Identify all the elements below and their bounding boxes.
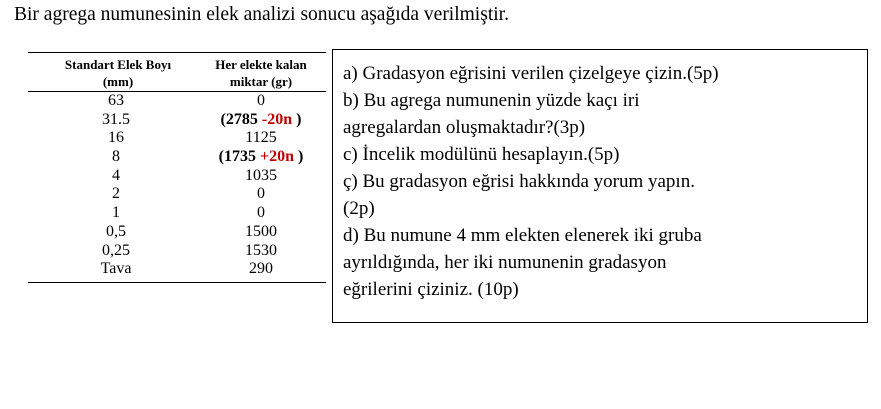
sieve-table: [28, 52, 326, 283]
amount-modifier: +20n: [259, 148, 294, 166]
question-a: a) Gradasyon eğrisini verilen çizelgeye çizin.(5p): [343, 63, 719, 84]
question-d-line1: d) Bu numune 4 mm elekten elenerek iki gruba: [343, 225, 702, 246]
table-row: [28, 92, 326, 111]
table-row: [28, 111, 326, 130]
table-body: [28, 92, 326, 279]
cell-size: 4: [112, 166, 120, 184]
question-d-line3: eğrilerini çiziniz. (10p): [343, 279, 519, 300]
table-bottom-rule: [28, 282, 326, 283]
table-row: [28, 148, 326, 167]
cell-size: 1: [112, 204, 120, 222]
cell-amount: [176, 148, 346, 167]
table-row: [28, 242, 326, 261]
header-retained-amount: [176, 56, 346, 90]
cell-size: 8: [112, 148, 120, 166]
question-b-line2: agregalardan oluşmaktadır?(3p): [343, 117, 586, 138]
question-c-cedilla-line2: (2p): [343, 198, 375, 219]
header-retained-line1: Her elekte kalan: [215, 57, 307, 72]
intro-text: Bir agrega numunesinin elek analizi sonucu aşağıda verilmiştir.: [14, 4, 509, 25]
amount-end: ): [294, 148, 304, 166]
table-row: [28, 223, 326, 242]
table-header: [28, 53, 326, 91]
cell-size: Tava: [100, 260, 132, 278]
header-retained-line2: miktar (gr): [229, 74, 293, 89]
cell-amount: 290: [249, 260, 273, 278]
cell-size: 16: [108, 129, 124, 147]
questions-box: [332, 49, 868, 323]
cell-size: 0,25: [102, 241, 130, 259]
header-sieve-size-line2: (mm): [102, 74, 134, 89]
amount-base: (2785: [220, 110, 262, 128]
cell-amount: 0: [257, 185, 265, 203]
header-sieve-size-line1: Standart Elek Boyı: [64, 57, 172, 72]
question-c: c) İncelik modülünü hesaplayın.(5p): [343, 144, 620, 165]
amount-base: (1735: [218, 148, 260, 166]
cell-amount: 1500: [245, 222, 277, 240]
cell-amount: 1035: [245, 166, 277, 184]
question-b-line1: b) Bu agrega numunenin yüzde kaçı iri: [343, 90, 640, 111]
cell-amount: 0: [257, 204, 265, 222]
cell-size: 31.5: [102, 110, 130, 128]
cell-amount: [176, 111, 346, 130]
question-c-cedilla-line1: ç) Bu gradasyon eğrisi hakkında yorum yapın.: [343, 171, 695, 192]
amount-modifier: -20n: [261, 110, 293, 128]
cell-size: 2: [112, 185, 120, 203]
cell-amount: 0: [257, 92, 265, 109]
question-d-line2: ayrıldığında, her iki numunenin gradasyon: [343, 252, 667, 273]
table-row: [28, 185, 326, 204]
table-row: [28, 260, 326, 279]
cell-amount: 1125: [245, 129, 277, 147]
table-row: [28, 129, 326, 148]
cell-size: 63: [108, 92, 124, 109]
cell-size: 0,5: [106, 222, 126, 240]
table-row: [28, 167, 326, 186]
table-row: [28, 204, 326, 223]
cell-amount: 1530: [245, 241, 277, 259]
amount-end: ): [292, 110, 302, 128]
